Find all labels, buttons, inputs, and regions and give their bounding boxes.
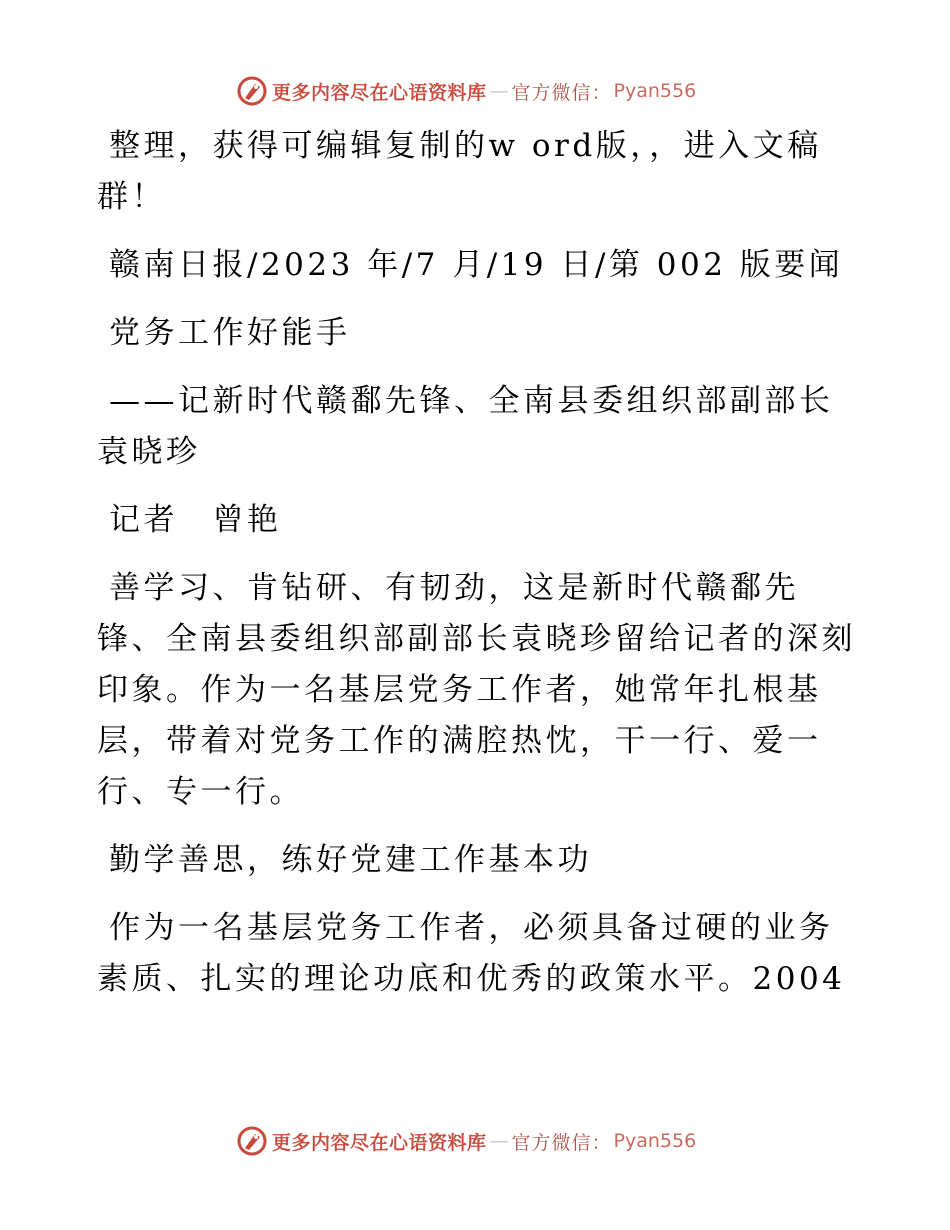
watermark-official-label: 官方微信： [511, 81, 612, 104]
watermark-wechat-id: Pyan556 [613, 80, 697, 102]
body-paragraph: 作为一名基层党务工作者，必须具备过硬的业务素质、扎实的理论功底和优秀的政策水平。2004 [97, 910, 846, 997]
watermark-dash: — [489, 80, 509, 102]
pen-nib-circle-icon [236, 1125, 268, 1157]
footer-watermark [236, 1124, 696, 1158]
watermark-brand-text: 更多内容尽在心语资料库 [272, 81, 487, 104]
watermark-wechat-id: Pyan556 [613, 1130, 697, 1152]
lead-paragraph: 善学习、肯钻研、有韧劲，这是新时代赣鄱先锋、全南县委组织部副部长袁晓珍留给记者的深刻印象。作为一名基层党务工作者，她常年扎根基层，带着对党务工作的满腔热忱，干一行、爱一行、专一行。 [97, 570, 856, 810]
source-line: 赣南日报/2023 年/7 月/19 日/第 002 版要闻 [109, 247, 844, 283]
watermark-dash: — [489, 1130, 509, 1152]
watermark-official-label: 官方微信： [511, 1131, 612, 1154]
document-body [97, 121, 857, 1022]
intro-note: 整理，获得可编辑复制的w ord版，，进入文稿群！ [97, 128, 822, 215]
section-heading: 勤学善思，练好党建工作基本功 [109, 842, 592, 878]
article-subtitle: ——记新时代赣鄱先锋、全南县委组织部副部长袁晓珍 [97, 383, 834, 470]
byline: 记者 曾艳 [109, 502, 282, 538]
pen-nib-circle-icon [236, 75, 268, 107]
header-watermark [236, 74, 696, 108]
article-title: 党务工作好能手 [109, 315, 351, 351]
watermark-brand-text: 更多内容尽在心语资料库 [272, 1131, 487, 1154]
